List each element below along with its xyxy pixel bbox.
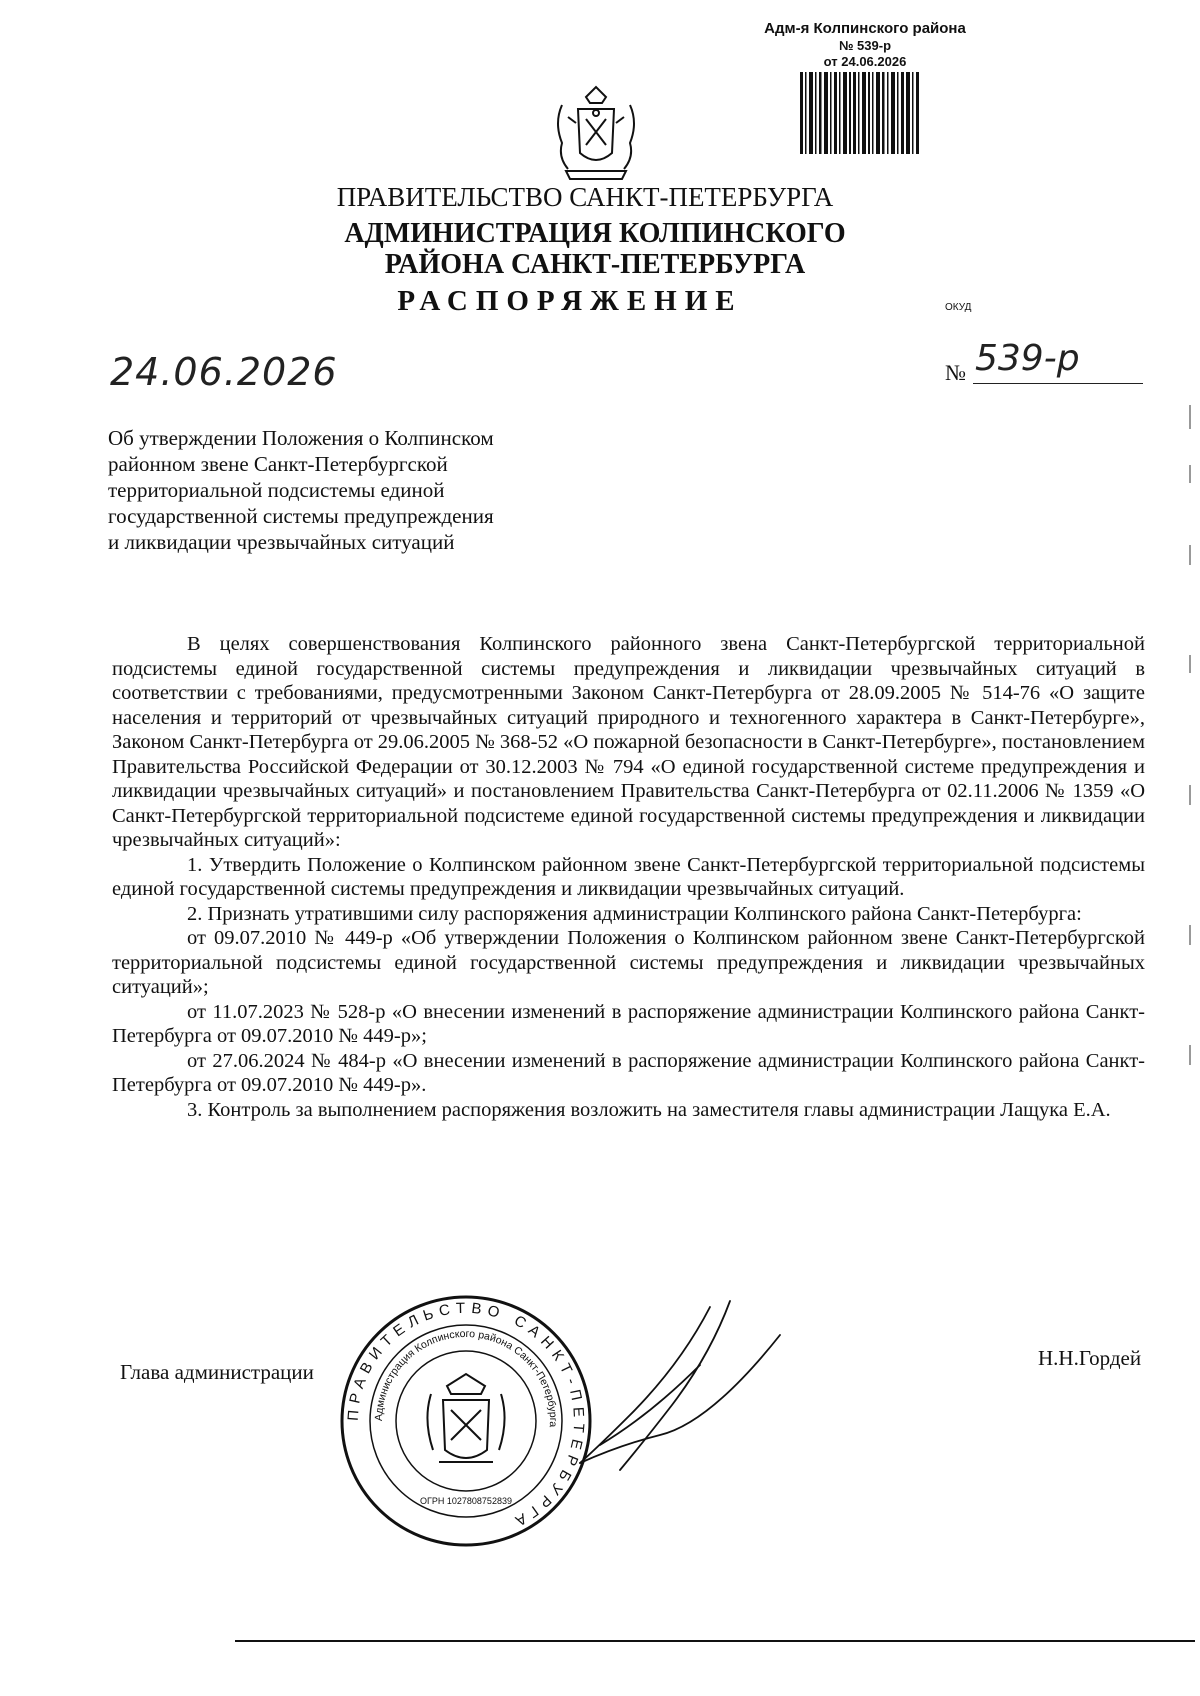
number-underline [973, 383, 1143, 384]
government-title: ПРАВИТЕЛЬСТВО САНКТ-ПЕТЕРБУРГА [336, 182, 834, 212]
scan-edge-marks [1188, 405, 1192, 1105]
seal-ogrn: ОГРН 1027808752839 [420, 1496, 512, 1506]
clause-2-item: от 09.07.2010 № 449-р «Об утверждении Положения о Колпинском районном звене Санкт-Петербургской территориальной подсистемы единой государственной системы предупреждения и ликвидации чрезвычайных ситуаций»; [112, 927, 1145, 998]
clause-2: 2. Признать утратившими силу распоряжения администрации Колпинского района Санкт-Петербурга: [187, 902, 1082, 925]
svg-text:Администрация Колпинского райо [373, 1328, 559, 1428]
document-body [112, 632, 1145, 1122]
clause-2-item: от 11.07.2023 № 528-р «О внесении изменений в распоряжение администрации Колпинского района Санкт-Петербурга от 09.07.2010 № 449-р»; [112, 1000, 1145, 1047]
document-type: РАСПОРЯЖЕНИЕ [397, 285, 743, 317]
administration-title-line1: АДМИНИСТРАЦИЯ КОЛПИНСКОГО [344, 218, 846, 249]
bottom-rule [235, 1640, 1195, 1642]
signatory-position: Глава администрации [120, 1360, 314, 1384]
document-number [945, 340, 1145, 390]
document-subject [108, 425, 578, 555]
subject-line: и ликвидации чрезвычайных ситуаций [108, 530, 455, 554]
official-seal-icon [335, 1290, 597, 1552]
handwritten-signature [560, 1295, 820, 1485]
registration-stamp [740, 20, 990, 69]
administration-title-line2: РАЙОНА САНКТ-ПЕТЕРБУРГА [384, 249, 806, 280]
document-date: 24.06.2026 [110, 350, 338, 394]
registration-stamp-number: № 539-р [838, 38, 892, 53]
barcode [800, 72, 920, 154]
clause-2-item: от 27.06.2024 № 484-р «О внесении изменений в распоряжение администрации Колпинского района Санкт-Петербурга от 09.07.2010 № 449-р». [112, 1049, 1145, 1096]
registration-stamp-org: Адм-я Колпинского района [764, 20, 966, 37]
clause-3: 3. Контроль за выполнением распоряжения возложить на заместителя главы администрации Лащука Е.А. [187, 1098, 1111, 1121]
okud-label: ОКУД [945, 302, 972, 313]
subject-line: государственной системы предупреждения [108, 504, 494, 528]
subject-line: районном звене Санкт-Петербургской [108, 452, 448, 476]
clause-1: 1. Утвердить Положение о Колпинском районном звене Санкт-Петербургской территориальной подсистемы единой государственной системы предупреждения и ликвидации чрезвычайных ситуаций. [112, 853, 1145, 900]
seal-inner-text: Администрация Колпинского района Санкт-Петербурга [372, 1327, 560, 1428]
registration-stamp-date: от 24.06.2026 [823, 54, 907, 69]
document-number-value: 539-р [975, 338, 1080, 379]
signatory-name: Н.Н.Гордей [1038, 1346, 1142, 1370]
subject-line: территориальной подсистемы единой [108, 478, 445, 502]
number-sign: № [945, 360, 966, 385]
seal-outer-text: ПРАВИТЕЛЬСТВО САНКТ-ПЕТЕРБУРГА [344, 1299, 588, 1532]
subject-line: Об утверждении Положения о Колпинском [108, 426, 494, 450]
preamble-paragraph: В целях совершенствования Колпинского районного звена Санкт-Петербургской территориальной подсистемы единой государственной системы предупреждения и ликвидации чрезвычайных ситуаций в соответствии с требованиями, предусмотренными Законом Санкт-Петербурга от 28.09.2005 № 514-76 «О защите населения и территорий от чрезвычайных ситуаций природного и техногенного характера в Санкт-Петербурге», Законом Санкт-Петербурга от 29.06.2005 № 368-52 «О пожарной безопасности в Санкт-Петербурге», постановлением Правительства Российской Федерации от 30.12.2003 № 794 «О единой государственной системе предупреждения и ликвидации чрезвычайных ситуаций» и постановлением Правительства Санкт-Петербурга от 02.11.2006 № 1359 «О Санкт-Петербургской территориальной подсистеме единой государственной системы предупреждения и ликвидации чрезвычайных ситуаций»: [112, 633, 1145, 851]
coat-of-arms-icon [548, 83, 644, 185]
